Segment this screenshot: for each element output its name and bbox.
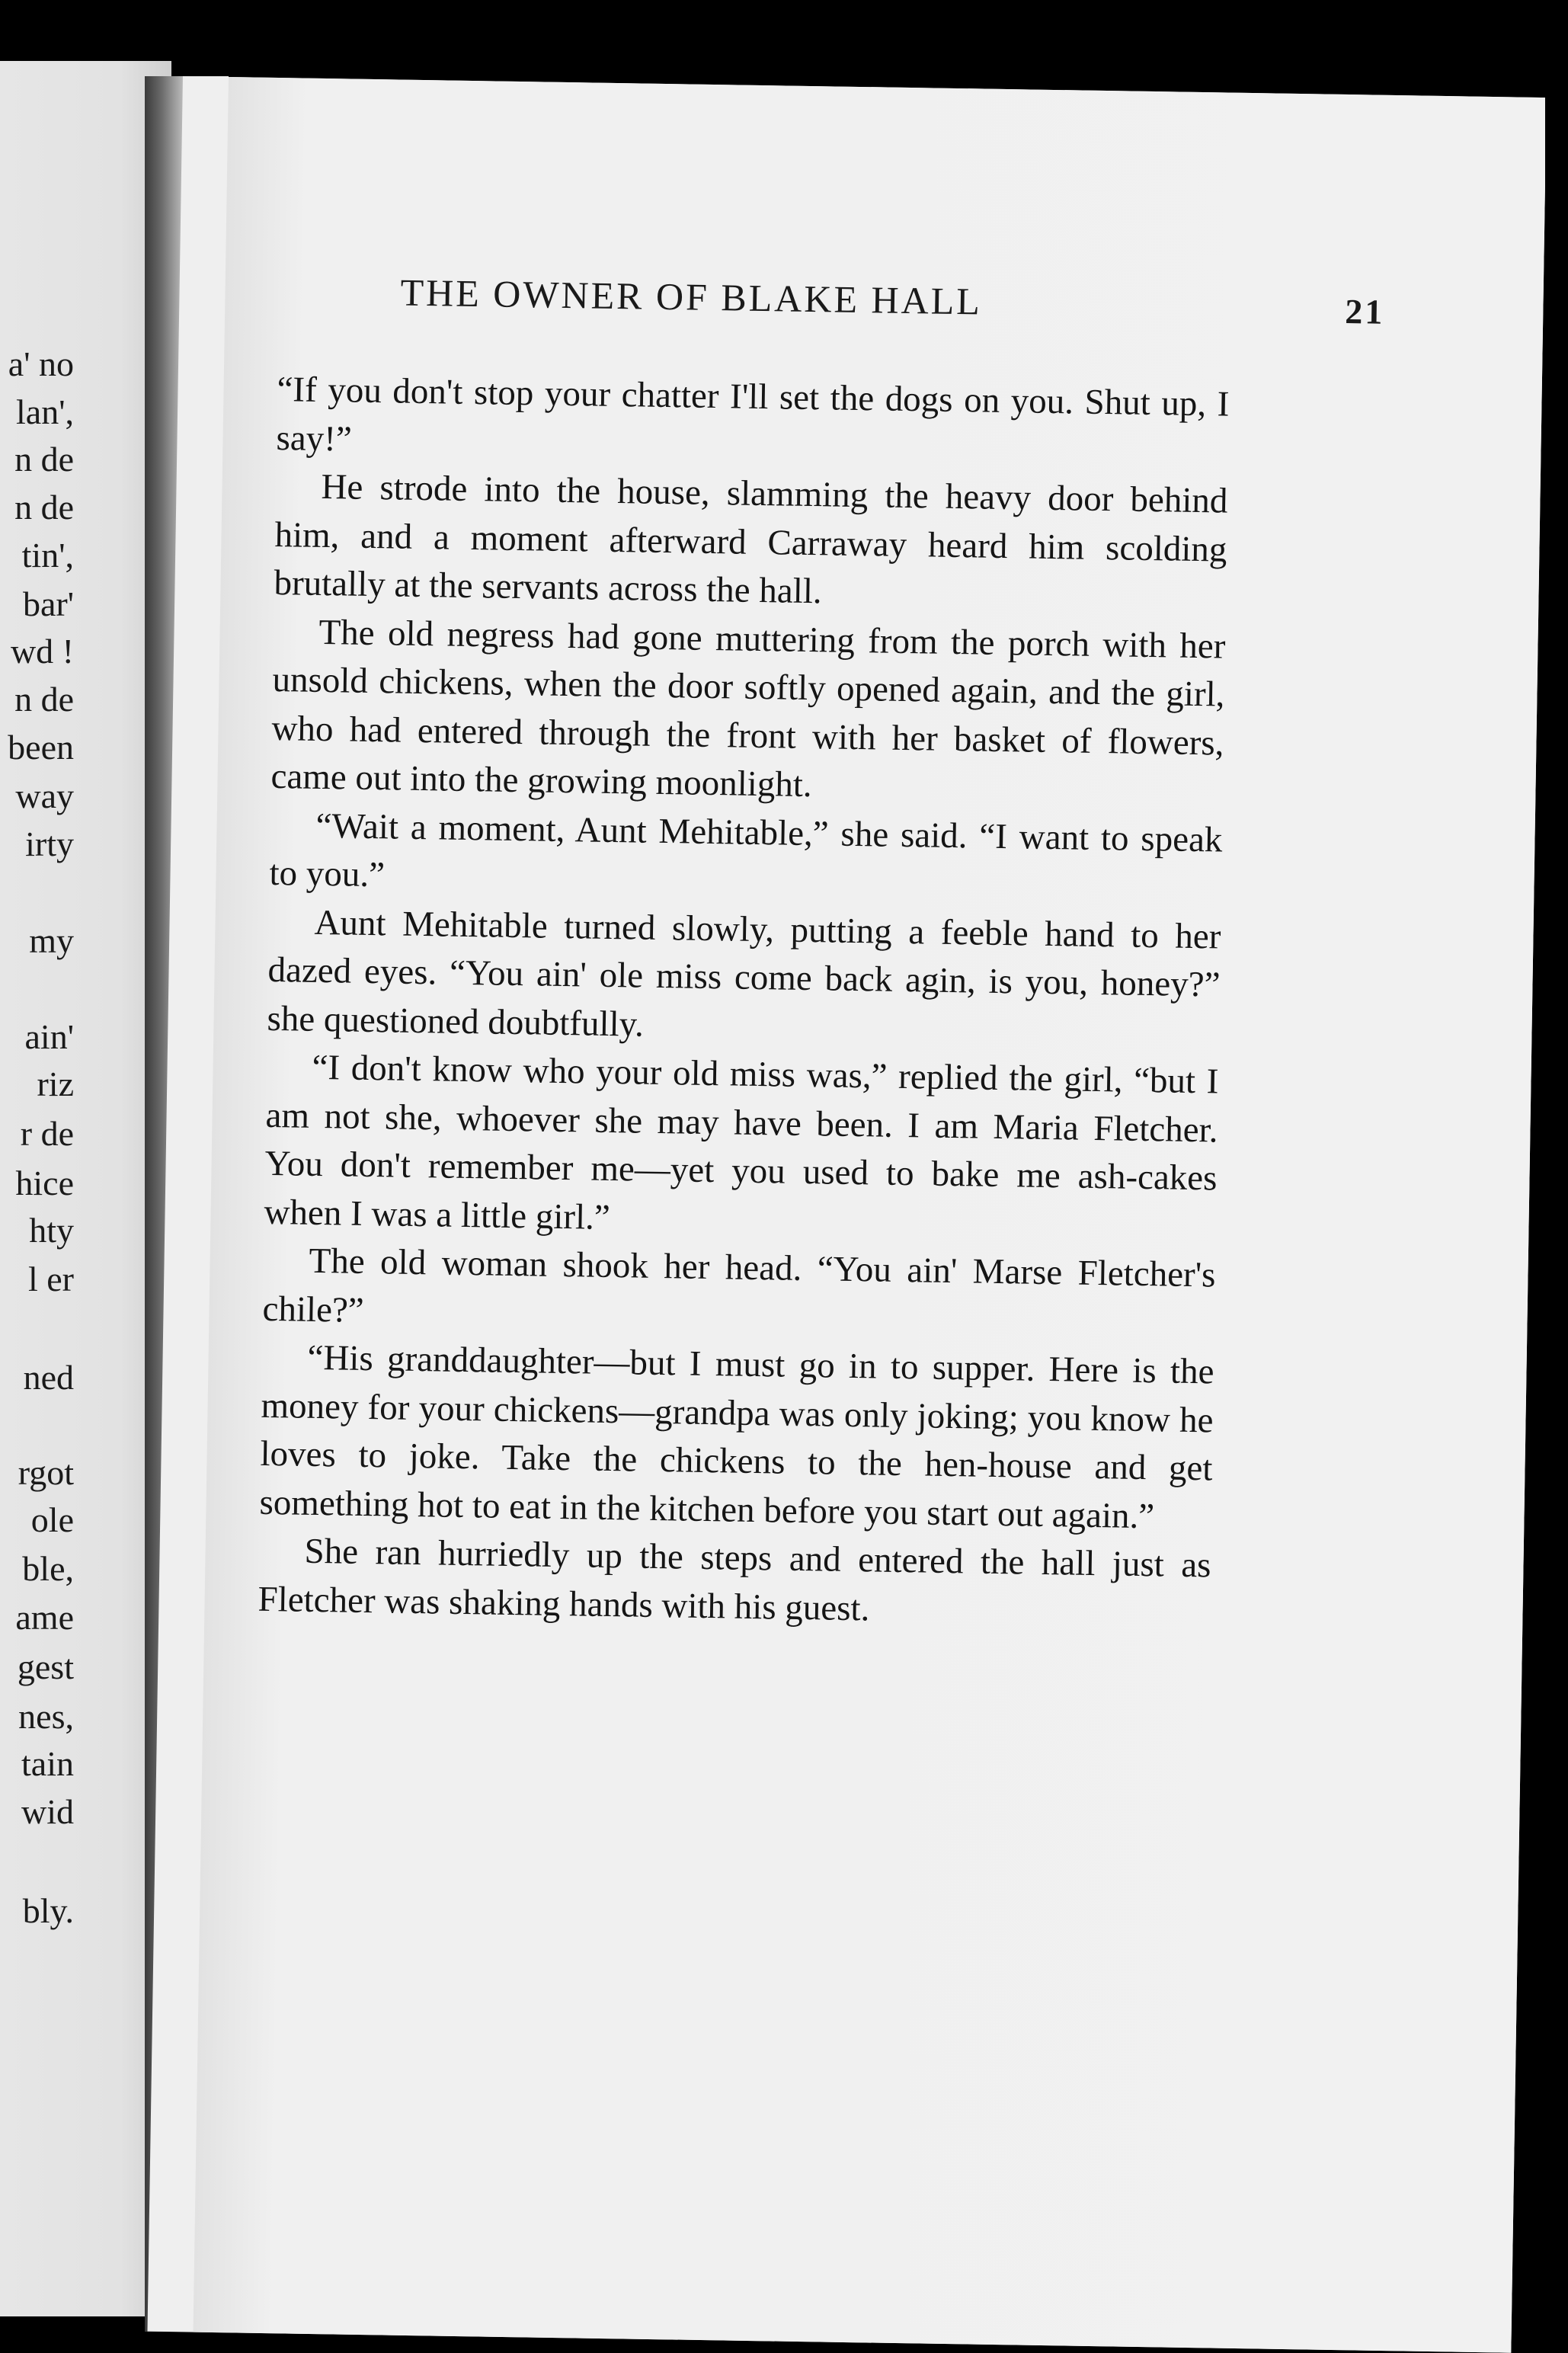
left-page-line: ned — [23, 1358, 74, 1397]
left-page-line: hty — [29, 1211, 74, 1250]
left-page-line: l er — [27, 1260, 74, 1298]
left-page-line: bar' — [22, 584, 74, 623]
right-page — [148, 76, 1547, 2353]
paragraph: He strode into the house, slamming the heavy door behind him, and a moment afterward Carraway heard him scolding brutally at the servants across the hall. — [274, 466, 1228, 612]
left-page-line: nes, — [18, 1697, 74, 1736]
running-head-title: THE OWNER OF BLAKE HALL — [400, 271, 983, 323]
scan-border — [1545, 0, 1568, 2345]
left-page-line: irty — [25, 824, 74, 863]
left-page-line: ain' — [24, 1017, 74, 1056]
paragraph: She ran hurriedly up the steps and entered the hall just as Fletcher was shaking hands with his guest. — [258, 1531, 1211, 1628]
left-page-line: n de — [14, 680, 74, 719]
paragraph: Aunt Mehitable turned slowly, putting a feeble hand to her dazed eyes. “You ain' ole miss come back agin, is you, honey?” she questioned doubtfully. — [267, 902, 1221, 1045]
left-page-line: been — [8, 728, 74, 767]
left-page-line: wd ! — [10, 632, 74, 671]
left-page-line: ame — [15, 1598, 74, 1637]
page-number: 21 — [1344, 292, 1385, 331]
left-page-line: bly. — [22, 1891, 74, 1930]
page-body — [193, 77, 1546, 2353]
paragraph: “Wait a moment, Aunt Mehitable,” she said. “I want to speak to you.” — [269, 805, 1223, 895]
left-page-line: r de — [20, 1114, 74, 1153]
body-text — [258, 366, 1230, 1638]
left-page-line: my — [29, 921, 74, 960]
left-page-line: way — [15, 776, 74, 815]
left-page-line: a' no — [8, 344, 74, 383]
left-page-line: lan', — [16, 392, 74, 431]
paragraph: “I don't know who your old miss was,” replied the girl, “but I am not she, whoever she may have been. I am Maria Fletcher. You don't remember me—yet you used to bake me ash-cakes when I was a little girl.” — [264, 1047, 1219, 1237]
left-page-line: hice — [15, 1164, 74, 1202]
paragraph: “If you don't stop your chatter I'll set the dogs on you. Shut up, I say!” — [276, 369, 1230, 459]
running-head — [400, 271, 1391, 331]
left-page-line: n de — [14, 440, 74, 479]
left-page-line: n de — [14, 488, 74, 527]
left-page-line: riz — [37, 1064, 74, 1103]
paragraph: The old negress had gone muttering from the porch with her unsold chickens, when the door softly opened again, and the girl, who had entered through the front with her basket of flowers, came out into the growing moonlight. — [270, 612, 1226, 805]
paragraph: The old woman shook her head. “You ain' Marse Fletcher's chile?” — [262, 1241, 1216, 1330]
left-page-line: gest — [17, 1647, 74, 1686]
left-page-line: rgot — [18, 1453, 74, 1492]
left-page-line: ole — [30, 1500, 74, 1539]
left-page-line: wid — [21, 1792, 74, 1831]
left-page-line: ble, — [22, 1549, 74, 1588]
left-page-line: tin', — [21, 536, 74, 575]
paragraph: “His granddaughter—but I must go in to supper. Here is the money for your chickens—grandpa was only joking; you know he loves to joke. Take the chickens to the hen-house and get something hot to eat in the kitchen before you start out again.” — [259, 1337, 1214, 1536]
left-page-line: tain — [21, 1744, 74, 1783]
